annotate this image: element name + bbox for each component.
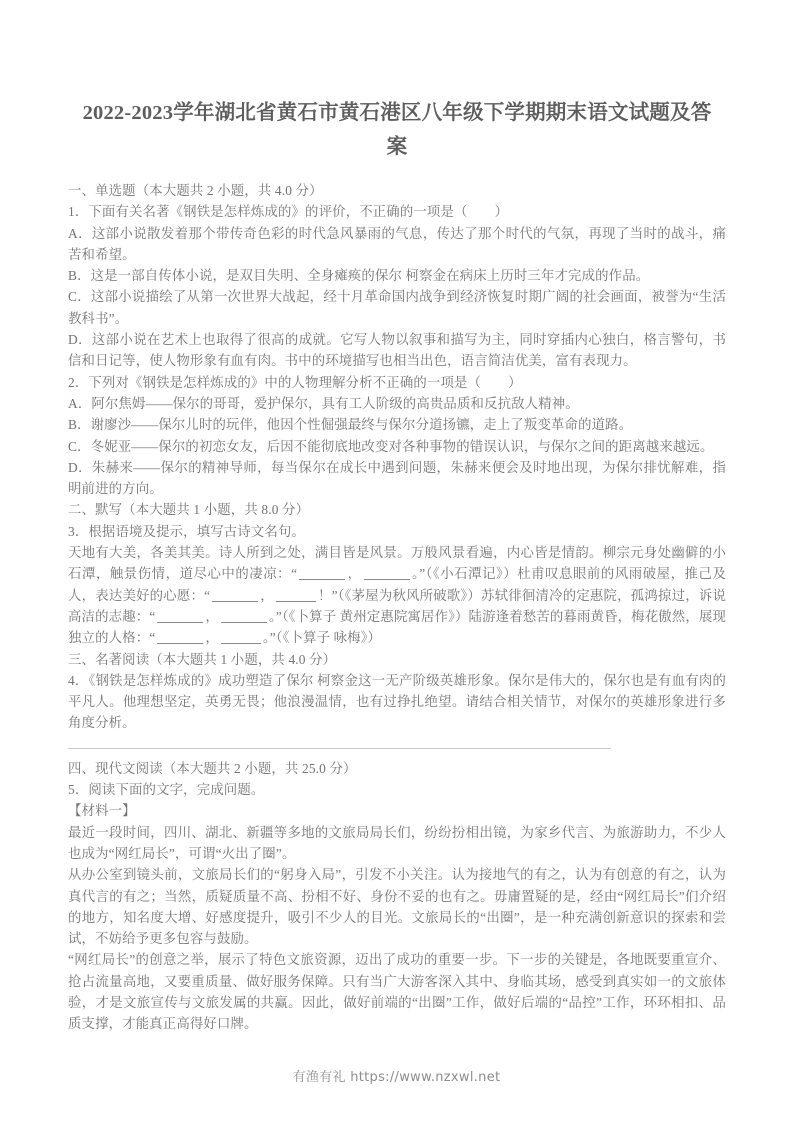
question-1-option-d: D．这部小说在艺术上也取得了很高的成就。它写人物以叙事和描写为主，同时穿插内心独白，格言警句，书信和日记等，使人物形象有血有肉。书中的环境描写也相当出色，语言简洁优美，富有表现力。	[68, 332, 726, 369]
question-2-option-d: D．朱赫来——保尔的精神导师，每当保尔在成长中遇到问题，朱赫来便会及时地出现，为保尔排忧解难，指明前进的方向。	[68, 459, 726, 497]
question-4-stem: 4．《钢铁是怎样炼成的》成功塑造了保尔 柯察金这一无产阶级英雄形象。保尔是伟大的，保尔也是有血有肉的平凡人。他理想坚定，英勇无畏；他浪漫温情，也有过挣扎绝望。请结合相关情节，对保尔的英雄形象进行多角度分析。	[68, 672, 726, 731]
fill-separator-4: ，	[205, 630, 219, 646]
fill-text-part-1: 天地有大美，各美其美。诗人所到之处，满目皆是风景。万般风景看遍，内心皆是情韵。柳宗元身处幽僻的小石潭，触景伤情，道尽心中的凄凉：“	[68, 545, 726, 582]
fill-separator-3: ，	[205, 608, 219, 624]
answer-blank-2[interactable]	[364, 579, 410, 580]
question-2-stem: 2．下列对《钢铁是怎样炼成的》中的人物理解分析不正确的一项是（ ）	[68, 374, 522, 390]
answer-blank-1[interactable]	[299, 579, 345, 580]
section-divider	[68, 748, 611, 749]
question-5-stem: 5．阅读下面的文字，完成问题。	[68, 782, 265, 798]
question-1-option-a: A．这部小说散发着那个带传奇色彩的时代急风暴雨的气息，传达了那个时代的气氛，再现了当时的战斗，痛苦和希望。	[68, 225, 726, 262]
page-title: 2022-2023学年湖北省黄石市黄石港区八年级下学期期末语文试题及答案	[82, 102, 712, 158]
fill-text-part-5: 。”（《卜算子 咏梅》）	[262, 630, 382, 646]
question-1-stem: 1．下面有关名著《钢铁是怎样炼成的》的评价，不正确的一项是（ ）	[68, 204, 509, 220]
section-heading-1: 一、单选题（本大题共 2 小题，共 4.0 分）	[68, 183, 323, 198]
question-3-fill-in-paragraph	[68, 542, 726, 648]
footer-brand: 有渔有礼	[292, 1069, 346, 1084]
section-heading-2: 二、默写（本大题共 1 小题，共 8.0 分）	[68, 502, 310, 518]
answer-blank-5[interactable]	[157, 622, 203, 623]
question-3-stem: 3．根据语境及提示，填写古诗文名句。	[68, 523, 306, 539]
question-2-option-c: C．冬妮亚——保尔的初恋女友，后因不能彻底地改变对各种事物的错误认识，与保尔之间的距离越来越远。	[68, 438, 714, 454]
answer-blank-8[interactable]	[221, 643, 261, 644]
fill-separator-2: ，	[260, 587, 274, 603]
material-one-paragraph-3: “网红局长”的创意之举，展示了特色文旅资源，迈出了成功的重要一步。下一步的关键是，各地既要重宣介、抢占流量高地，又要重质量、做好服务保障。只有当广大游客深入其中、身临其场，感受到真实如一的文旅体验，才是文旅宣传与文旅发属的共赢。因此，做好前端的“出圈”工作，做好后端的“品控”工作，环环相扣、品质支撑，才能真正高得好口牌。	[68, 952, 726, 1032]
question-2-option-a: A．阿尔焦姆——保尔的哥哥，爱护保尔，具有工人阶级的高贵品质和反抗敌人精神。	[68, 395, 579, 411]
fill-text-part-3: ！”（《茅屋为秋风所破歌》）苏轼徘徊清冷的定惠院，孤鸿掠过，诉说高洁的志趣：“	[68, 587, 726, 624]
question-2-option-b: B．谢廖沙——保尔儿时的玩伴，他因个性倔强最终与保尔分道扬镳，走上了叛变革命的道路。	[68, 417, 633, 433]
fill-text-part-2: 。”（《小石潭记》）杜甫叹息眼前的风雨破屋，推己及人，表达美好的心愿：“	[68, 566, 726, 603]
answer-blank-4[interactable]	[276, 601, 316, 602]
material-one-paragraph-1: 最近一段时间，四川、湖北、新疆等多地的文旅局局长们，纷纷扮相出镜，为家乡代言、为旅游助力，不少人也成为“网红局长”，可谓“火出了圈”。	[68, 824, 726, 861]
footer-url: https://www.nzxwl.net	[350, 1070, 501, 1085]
material-one-paragraph-2: 从办公室到镜头前，文旅局长们的“躬身入局”，引发不小关注。认为接地气的有之，认为有创意的有之，认为真代言的有之；当然，质疑质量不高、扮相不好、身份不妥的也有之。毋庸置疑的是，经由“网红局长”们介绍的地方，知名度大增、好感度提升，吸引不少人的目光。文旅局长的“出圈”，是一种充满创新意识的探索和尝试，不妨给予更多包容与鼓励。	[68, 867, 726, 947]
question-1-option-c: C．这部小说描绘了从第一次世界大战起，经十月革命国内战争到经济恢复时期广阔的社会画面，被誉为“生活教科书”。	[68, 289, 726, 326]
question-1-option-b: B．这是一部自传体小说，是双目失明、全身瘫痪的保尔 柯察金在病床上历时三年才完成的作品。	[68, 268, 650, 284]
answer-blank-6[interactable]	[221, 622, 267, 623]
answer-blank-3[interactable]	[212, 601, 258, 602]
document-content	[68, 96, 726, 1035]
footer-watermark	[0, 1066, 793, 1085]
section-heading-3: 三、名著阅读（本大题共 1 小题，共 4.0 分）	[68, 651, 337, 667]
fill-text-part-4: 。”（《卜算子 黄州定惠院寓居作》）陆游逢着愁苦的暮雨黄昏，梅花傲然，展现独立的人格：“	[68, 608, 726, 646]
material-one-label: 【材料一】	[68, 803, 136, 819]
answer-blank-7[interactable]	[157, 643, 203, 644]
section-heading-4: 四、现代文阅读（本大题共 2 小题，共 25.0 分）	[68, 760, 357, 776]
fill-separator-1: ，	[347, 566, 362, 582]
